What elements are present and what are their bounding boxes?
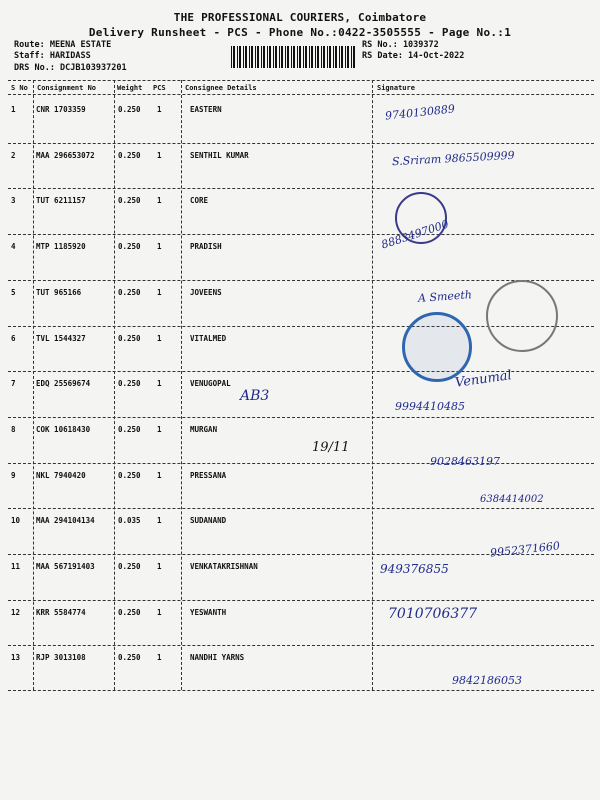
row-divider <box>8 645 594 646</box>
cell-sno: 6 <box>11 333 16 343</box>
cell-consignment: COK 10618430 <box>36 424 91 434</box>
row-divider <box>8 234 594 235</box>
cell-sno: 9 <box>11 470 16 480</box>
cell-weight: 0.250 <box>118 424 141 434</box>
col-divider <box>181 80 182 690</box>
cell-weight: 0.250 <box>118 470 141 480</box>
cell-pcs: 1 <box>157 516 162 526</box>
cell-consignment: EDQ 25569674 <box>36 379 91 389</box>
row-divider <box>8 143 594 144</box>
cell-weight: 0.250 <box>118 287 141 297</box>
row-divider <box>8 280 594 281</box>
cell-pcs: 1 <box>157 562 162 571</box>
signature-1: 9740130889 <box>384 102 456 123</box>
phone-8: 9028463197 <box>430 455 500 468</box>
cell-sno: 13 <box>11 653 21 663</box>
cell-consignment: MAA 294104134 <box>36 516 95 526</box>
cell-consignment: MTP 1185920 <box>36 242 86 252</box>
runsheet-subtitle: Delivery Runsheet - PCS - Phone No.:0422-3505555 - Page No.:1 <box>88 26 512 39</box>
cell-consignee: PRADISH <box>190 242 222 252</box>
cell-consignment: RJP 3013108 <box>36 653 86 663</box>
cell-pcs: 1 <box>157 424 162 434</box>
col-divider <box>33 80 34 690</box>
cell-pcs: 1 <box>157 653 162 663</box>
cell-pcs: 1 <box>157 287 162 297</box>
row-divider <box>8 188 594 189</box>
cell-consignee: VENKATAKRISHNAN <box>190 562 258 571</box>
cell-sno: 2 <box>11 150 16 160</box>
col-header-signature: Signature <box>377 84 415 92</box>
cell-pcs: 1 <box>157 105 162 114</box>
cell-consignee: SENTHIL KUMAR <box>190 150 249 160</box>
phone-11: 949376855 <box>380 562 449 576</box>
cell-consignment: MAA 567191403 <box>36 562 95 571</box>
cell-consignment: NKL 7940420 <box>36 470 86 480</box>
rs-number: RS No.: 1039372 <box>362 40 439 50</box>
barcode <box>231 46 356 68</box>
row-divider <box>8 463 594 464</box>
phone-9: 6384414002 <box>480 494 544 505</box>
cell-consignee: SUDANAND <box>190 516 227 526</box>
table-top-rule <box>8 80 594 81</box>
cell-weight: 0.250 <box>118 150 141 160</box>
cell-weight: 0.250 <box>118 333 141 343</box>
courier-stamp <box>486 280 558 352</box>
cell-pcs: 1 <box>157 150 162 160</box>
cell-consignee: MURGAN <box>190 424 218 434</box>
cell-pcs: 1 <box>157 242 162 252</box>
col-header-consignee: Consignee Details <box>185 84 257 92</box>
col-header-weight: Weight <box>117 84 143 92</box>
cell-consignment: KRR 5584774 <box>36 607 86 617</box>
cell-sno: 10 <box>11 516 21 526</box>
cell-consignee: VITALMED <box>190 333 227 343</box>
cell-weight: 0.250 <box>118 105 141 114</box>
col-header-sno: S No <box>11 84 28 92</box>
row-divider <box>8 417 594 418</box>
cell-consignee: PRESSANA <box>190 470 227 480</box>
col-divider <box>114 80 115 690</box>
cell-sno: 7 <box>11 379 16 389</box>
signature-2: S.Sriram 9865509999 <box>391 148 515 169</box>
cell-consignment: TUT 6211157 <box>36 196 86 206</box>
phone-13: 9842186053 <box>452 674 522 687</box>
cell-sno: 3 <box>11 196 16 206</box>
col-header-consignment: Consignment No <box>37 84 97 92</box>
cell-pcs: 1 <box>157 607 162 617</box>
cell-consignment: TUT 965166 <box>36 287 82 297</box>
cell-weight: 0.250 <box>118 607 141 617</box>
staff-label: Staff: HARIDASS <box>14 51 91 61</box>
cell-consignment: CNR 1703359 <box>36 105 86 114</box>
drs-number: DRS No.: DCJB103937201 <box>14 63 127 73</box>
cell-weight: 0.250 <box>118 562 141 571</box>
cell-consignment: TVL 1544327 <box>36 333 86 343</box>
route-label: Route: MEENA ESTATE <box>14 40 112 50</box>
phone-10: 9952371660 <box>489 539 561 560</box>
cell-consignee: CORE <box>190 196 209 206</box>
cell-sno: 12 <box>11 607 21 617</box>
signature-5: A Smeeth <box>417 288 473 305</box>
cell-consignment: MAA 296653072 <box>36 150 95 160</box>
cell-pcs: 1 <box>157 196 162 206</box>
table-bottom-rule <box>8 690 594 691</box>
cell-sno: 4 <box>11 242 16 252</box>
cell-consignee: VENUGOPAL <box>190 379 231 389</box>
cell-consignee: YESWANTH <box>190 607 227 617</box>
cell-sno: 8 <box>11 424 16 434</box>
header-rule <box>8 94 594 95</box>
cell-weight: 0.250 <box>118 653 141 663</box>
phone-12: 7010706377 <box>388 606 478 622</box>
cell-weight: 0.250 <box>118 379 141 389</box>
cell-sno: 1 <box>11 105 16 114</box>
cell-pcs: 1 <box>157 470 162 480</box>
signature-4: 8883497000 <box>379 217 451 252</box>
cell-pcs: 1 <box>157 379 162 389</box>
phone-7: 9994410485 <box>395 400 465 413</box>
rs-date: RS Date: 14-Oct-2022 <box>362 51 465 61</box>
col-header-pcs: PCS <box>153 84 166 92</box>
company-title: THE PROFESSIONAL COURIERS, Coimbatore <box>173 11 427 24</box>
cell-weight: 0.035 <box>118 516 141 526</box>
cell-weight: 0.250 <box>118 196 141 206</box>
signature-7: Venumal <box>454 368 513 391</box>
cell-consignee: NANDHI YARNS <box>190 653 245 663</box>
cell-consignee: EASTERN <box>190 105 222 114</box>
cell-sno: 11 <box>11 562 21 571</box>
handwritten-note: AB3 <box>240 388 270 404</box>
cell-pcs: 1 <box>157 333 162 343</box>
row-divider <box>8 508 594 509</box>
company-round-seal <box>402 312 472 382</box>
handwritten-date: 19/11 <box>312 440 350 455</box>
cell-consignee: JOVEENS <box>190 287 222 297</box>
cell-sno: 5 <box>11 287 16 297</box>
row-divider <box>8 600 594 601</box>
cell-weight: 0.250 <box>118 242 141 252</box>
col-divider <box>372 80 373 690</box>
